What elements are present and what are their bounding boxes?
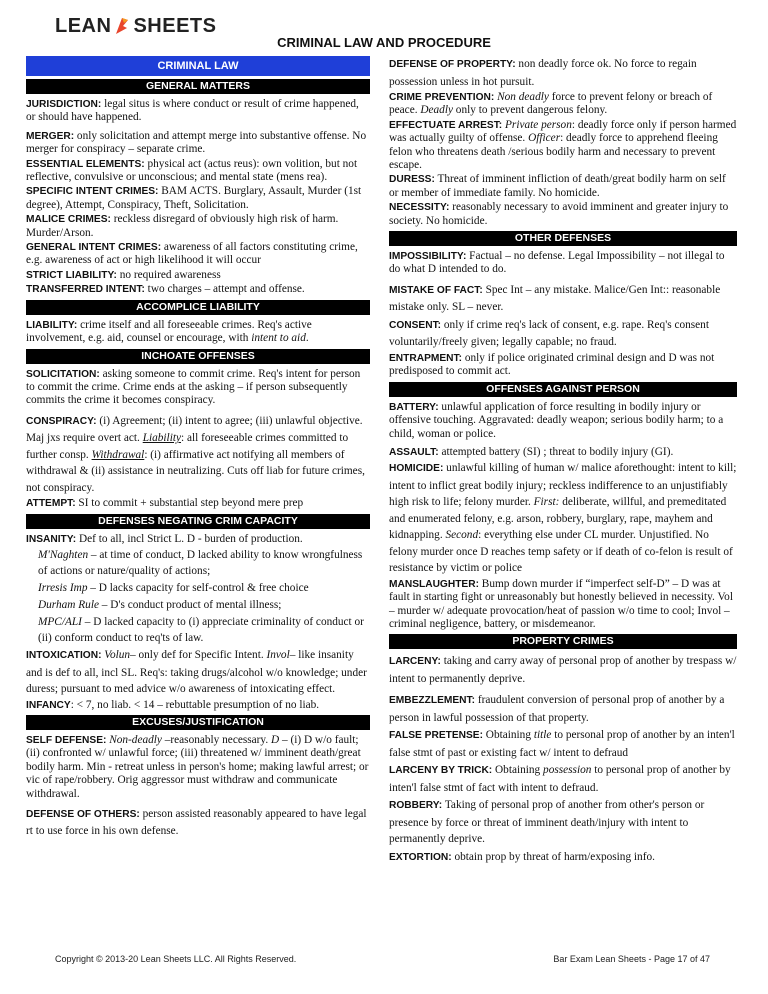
entry-text: . xyxy=(305,332,309,345)
entry-duress xyxy=(389,173,737,200)
entry-attempt xyxy=(26,497,370,510)
entry-italic: D xyxy=(270,733,280,746)
entry-text: to personal prop of another by inten'l false stmt of fact with intent to defraud. xyxy=(389,764,731,794)
entry-text: person assisted reasonably appeared to have legal rt to use force in his own defense. xyxy=(26,807,367,838)
entry-essential-elements xyxy=(26,158,370,185)
entry-solicitation xyxy=(26,368,370,408)
term: EXTORTION: xyxy=(389,851,452,863)
entry-italic: title xyxy=(533,729,552,742)
term: LARCENY: xyxy=(389,656,441,668)
entry-false-pretense xyxy=(389,727,737,761)
entry-text: reckless disregard of obviously high risk of harm. Murder/Arson. xyxy=(26,213,339,239)
entry-necessity xyxy=(389,201,737,228)
entry-consent xyxy=(389,317,737,351)
entry-text: Factual – no defense. Legal Impossibility – not illegal to do what D intended to do. xyxy=(389,250,725,276)
section-header-other-defenses: OTHER DEFENSES xyxy=(389,231,737,246)
entry-embezzlement xyxy=(389,692,737,726)
entry-irresistible-impulse xyxy=(26,580,370,596)
entry-text: : everything else under CL murder. Unjustified. No felony murder once D reaches temp safety or if death of co-felon is result of resistance by victim or police xyxy=(389,529,733,575)
entry-text: deliberate, willful, and premeditated and enumerated felony, e.g. arson, robbery, burglary, rape, mayhem and kidnapping. xyxy=(389,496,727,542)
entry-impossibility xyxy=(389,250,737,277)
entry-text: taking and carry away of personal prop of another by trespass w/ intent to permanently deprive. xyxy=(389,655,737,685)
term: CONSENT: xyxy=(389,319,442,331)
term: GENERAL INTENT CRIMES: xyxy=(26,242,162,254)
entry-italic: Volun xyxy=(101,649,131,662)
entry-text: : (i) affirmative act notifying all members of withdrawal & (ii) assistance in neutralizing. Cuts off liab for future crimes, not conspiracy. xyxy=(26,448,365,494)
entry-text: asking someone to commit crime. Req's intent for person to commit the crime. Crime ends at the asking – if person subsequently commits the crime it becomes conspiracy. xyxy=(26,367,361,407)
term: INSANITY: xyxy=(26,533,77,545)
entry-text: Def to all, incl Strict L. D - burden of production. xyxy=(76,532,303,545)
test-name: MPC/ALI xyxy=(38,616,82,629)
entry-text: reasonably necessary to avoid imminent and greater injury to society. No homicide. xyxy=(389,201,729,227)
left-column xyxy=(26,56,370,845)
entry-text: only if police originated criminal design and D was not predisposed to commit act. xyxy=(389,351,715,378)
entry-battery xyxy=(389,401,737,441)
section-header-defenses-negating: DEFENSES NEGATING CRIM CAPACITY xyxy=(26,514,370,529)
entry-text: unlawful application of force resulting in bodily injury or offensive touching. Aggravated: deadly weapon; serious bodily harm; to a child, woman or police. xyxy=(389,400,724,440)
term: DEFENSE OF OTHERS: xyxy=(26,808,140,820)
entry-text: Obtaining xyxy=(492,764,544,777)
term: INTOXICATION: xyxy=(26,650,102,662)
entry-text: Spec Int – any mistake. Malice/Gen Int:: reasonable mistake only. SL – never. xyxy=(389,283,721,314)
term: ENTRAPMENT: xyxy=(389,352,463,364)
entry-jurisdiction xyxy=(26,98,370,125)
entry-general-intent xyxy=(26,241,370,268)
term: CRIME PREVENTION: xyxy=(389,92,495,103)
entry-italic: Private person xyxy=(502,118,572,131)
entry-robbery xyxy=(389,797,737,848)
entry-text: non deadly force ok. No force to regain possession unless in hot pursuit. xyxy=(389,58,697,88)
term: ROBBERY: xyxy=(389,800,443,812)
entry-defense-of-others xyxy=(26,806,370,840)
entry-larceny-by-trick xyxy=(389,762,737,796)
entry-text: Threat of imminent infliction of death/great bodily harm on self or member of immediate family. No homicide. xyxy=(389,173,726,199)
term: EMBEZZLEMENT: xyxy=(389,695,476,707)
entry-text: BAM ACTS. Burglary, Assault, Murder (1st degree), Attempt, Conspiracy, Theft, Solicitation. xyxy=(26,185,362,211)
entry-entrapment xyxy=(389,352,737,379)
test-name: M'Naghten xyxy=(38,549,89,562)
entry-text: legal situs is where conduct or result of crime happened, or should have happened. xyxy=(26,98,359,124)
term: ESSENTIAL ELEMENTS: xyxy=(26,158,145,170)
entry-infancy xyxy=(26,699,370,712)
entry-larceny xyxy=(389,653,737,687)
entry-homicide xyxy=(389,460,737,577)
entry-text: awareness of all factors constituting crime, e.g. awareness of act or high likelihood it will occur xyxy=(26,241,358,267)
section-header-excuses: EXCUSES/JUSTIFICATION xyxy=(26,715,370,730)
test-name: Irresis Imp xyxy=(38,582,88,595)
entry-italic: Officer xyxy=(528,132,561,145)
entry-text: : deadly force only if person harmed was actually guilty of offense. xyxy=(389,118,737,145)
entry-italic: intent to aid xyxy=(251,332,306,345)
entry-text: – at time of conduct, D lacked ability to know wrongfulness of actions or nature/quality of actions; xyxy=(38,549,363,578)
entry-defense-of-property xyxy=(389,56,737,90)
term: DEFENSE OF PROPERTY: xyxy=(389,59,516,70)
page-title: CRIMINAL LAW AND PROCEDURE xyxy=(277,35,491,50)
term: MANSLAUGHTER: xyxy=(389,578,479,590)
term: LIABILITY: xyxy=(26,319,78,331)
footer-copyright: Copyright © 2013-20 Lean Sheets LLC. All Rights Reserved. xyxy=(55,954,297,964)
entry-insanity xyxy=(26,533,370,546)
entry-specific-intent xyxy=(26,185,370,212)
section-header-property-crimes: PROPERTY CRIMES xyxy=(389,634,737,649)
entry-text: no required awareness xyxy=(116,268,221,281)
term: TRANSFERRED INTENT: xyxy=(26,284,145,296)
entry-merger xyxy=(26,130,370,157)
entry-text: only if crime req's lack of consent, e.g. rape. Req's consent voluntarily/freely given; legally capable; no fraud. xyxy=(389,318,709,349)
term: MALICE CRIMES: xyxy=(26,214,111,226)
entry-assault xyxy=(389,446,737,459)
entry-text: : deadly force to apprehend fleeing felon who threatens death /serious bodily harm and necessary to prevent escape. xyxy=(389,132,718,172)
entry-underline: Liability xyxy=(142,432,181,445)
term: SPECIFIC INTENT CRIMES: xyxy=(26,186,159,198)
entry-text: – (i) D w/o fault; (ii) confronted w/ unlawful force; (iii) threatened w/ imminent death/great bodily harm. Min - retreat unless in person's home; making lawful arrest; or vic of rape/robbery. Orig aggressor must withdraw and communicate withdrawal. xyxy=(26,733,369,800)
term: LARCENY BY TRICK: xyxy=(389,765,493,777)
entry-italic: possession xyxy=(543,764,592,777)
entry-text: (i) Agreement; (ii) intent to agree; (iii) unlawful objective. Maj jxs require overt act. xyxy=(26,414,363,445)
term: JURISDICTION: xyxy=(26,99,102,110)
entry-italic: Invol xyxy=(266,649,290,662)
right-column xyxy=(389,56,737,867)
entry-text: Bump down murder if “imperfect self-D” – D was at fault in starting fight or unreasonably but honestly believed in necessity. Vol – murder w/ adequate provocation/heat of passion w/o time to cool; Invol – criminal negligence, battery, or misdemeanor. xyxy=(389,577,733,631)
entry-text: – only def for Specific Intent. xyxy=(130,649,267,662)
entry-durham xyxy=(26,597,370,613)
section-header-inchoate-offenses: INCHOATE OFFENSES xyxy=(26,349,370,364)
term: IMPOSSIBILITY: xyxy=(389,251,467,263)
term: STRICT LIABILITY: xyxy=(26,269,117,281)
entry-text: to personal prop of another by an inten'l false stmt of past or existing fact w/ intent to defraud xyxy=(389,729,735,759)
entry-extortion xyxy=(389,849,737,867)
section-header-criminal-law: CRIMINAL LAW xyxy=(26,56,370,76)
term: MISTAKE OF FACT: xyxy=(389,284,483,296)
entry-text: only to prevent dangerous felony. xyxy=(452,104,608,117)
term: FALSE PRETENSE: xyxy=(389,730,483,742)
entry-text: Taking of personal prop of another from other's person or presence by force or threat of imminent death/injury with intent to permanently deprive. xyxy=(389,799,705,846)
entry-text: – D lacked capacity to (i) appreciate criminality of conduct or (ii) conform conduct to req'ts of law. xyxy=(38,616,364,645)
term: SOLICITATION: xyxy=(26,368,100,380)
entry-effectuate-arrest xyxy=(389,119,737,173)
entry-conspiracy xyxy=(26,413,370,497)
entry-text: : < 7, no liab. < 14 – rebuttable presumption of no liab. xyxy=(70,698,320,711)
entry-intoxication xyxy=(26,647,370,698)
entry-liability xyxy=(26,319,370,346)
term: NECESSITY: xyxy=(389,202,450,214)
entry-text: – D lacks capacity for self-control & free choice xyxy=(87,582,309,595)
section-header-general-matters: GENERAL MATTERS xyxy=(26,79,370,94)
term: BATTERY: xyxy=(389,401,439,413)
term: ATTEMPT: xyxy=(26,498,76,510)
entry-text: Obtaining xyxy=(482,729,534,742)
entry-italic: Non-deadly xyxy=(106,733,162,746)
entry-text: SI to commit + substantial step beyond mere prep xyxy=(75,497,304,510)
logo-text-sheets: SHEETS xyxy=(133,14,217,37)
term: INFANCY xyxy=(26,699,71,711)
entry-mistake-of-fact xyxy=(389,282,737,316)
term: DURESS: xyxy=(389,174,435,186)
term: SELF DEFENSE: xyxy=(26,734,107,746)
entry-mpc xyxy=(26,614,370,646)
entry-transferred-intent xyxy=(26,283,370,296)
footer-page-number: Bar Exam Lean Sheets - Page 17 of 47 xyxy=(553,954,710,964)
entry-text: unlawful killing of human w/ malice aforethought: intent to kill; intent to inflict great bodily injury; reckless indifference to an unjustifiably high risk to life; felony murder. xyxy=(389,462,737,509)
entry-text: only solicitation and attempt merge into substantive offense. No merger for conspiracy – separate crime. xyxy=(26,129,367,156)
entry-text: physical act (actus reus): own volition, but not reflective, convulsive or unconscious; and mental state (mens rea). xyxy=(26,157,358,184)
term: HOMICIDE: xyxy=(389,463,444,475)
entry-text: fraudulent conversion of personal prop of another by a person in lawful possession of that property. xyxy=(389,694,725,724)
entry-manslaughter xyxy=(389,578,737,632)
entry-text: force to prevent felony or breach of peace. xyxy=(389,91,713,117)
section-header-offenses-person: OFFENSES AGAINST PERSON xyxy=(389,382,737,397)
entry-malice-crimes xyxy=(26,213,370,240)
entry-text: crime itself and all foreseeable crimes. Req's active involvement, e.g. aid, counsel or encourage, with xyxy=(26,318,312,345)
term: MERGER: xyxy=(26,130,75,142)
entry-crime-prevention xyxy=(389,91,737,118)
entry-text: – D's conduct product of mental illness; xyxy=(98,599,282,612)
entry-text: –reasonably necessary. xyxy=(161,733,271,746)
entry-text: : all foreseeable crimes committed to further consp. xyxy=(26,432,349,461)
entry-underline: Withdrawal xyxy=(91,448,145,461)
logo-text-lean: LEAN xyxy=(55,14,112,37)
section-header-accomplice-liability: ACCOMPLICE LIABILITY xyxy=(26,300,370,315)
term: CONSPIRACY: xyxy=(26,415,97,427)
entry-italic: Non deadly xyxy=(494,91,549,103)
term: ASSAULT: xyxy=(389,446,439,458)
entry-mnaghten xyxy=(26,547,370,579)
test-name: Durham Rule xyxy=(38,599,99,612)
entry-self-defense xyxy=(26,734,370,801)
entry-text: attempted battery (SI) ; threat to bodily injury (GI). xyxy=(438,445,674,458)
entry-text: two charges – attempt and offense. xyxy=(144,283,305,296)
entry-italic: Second xyxy=(445,529,479,542)
entry-italic: First: xyxy=(533,496,560,509)
flag-icon xyxy=(114,16,130,36)
entry-strict-liability xyxy=(26,269,370,282)
entry-italic: Deadly xyxy=(420,104,453,117)
term: EFFECTUATE ARREST: xyxy=(389,119,503,131)
entry-text: – like insanity and is def to all, incl SL. Req's: taking drugs/alcohol w/o knowledge; under duress; pursuant to med advice w/o awareness of intoxicating effect. xyxy=(26,649,367,696)
entry-text: obtain prop by threat of harm/exposing info. xyxy=(451,850,655,863)
